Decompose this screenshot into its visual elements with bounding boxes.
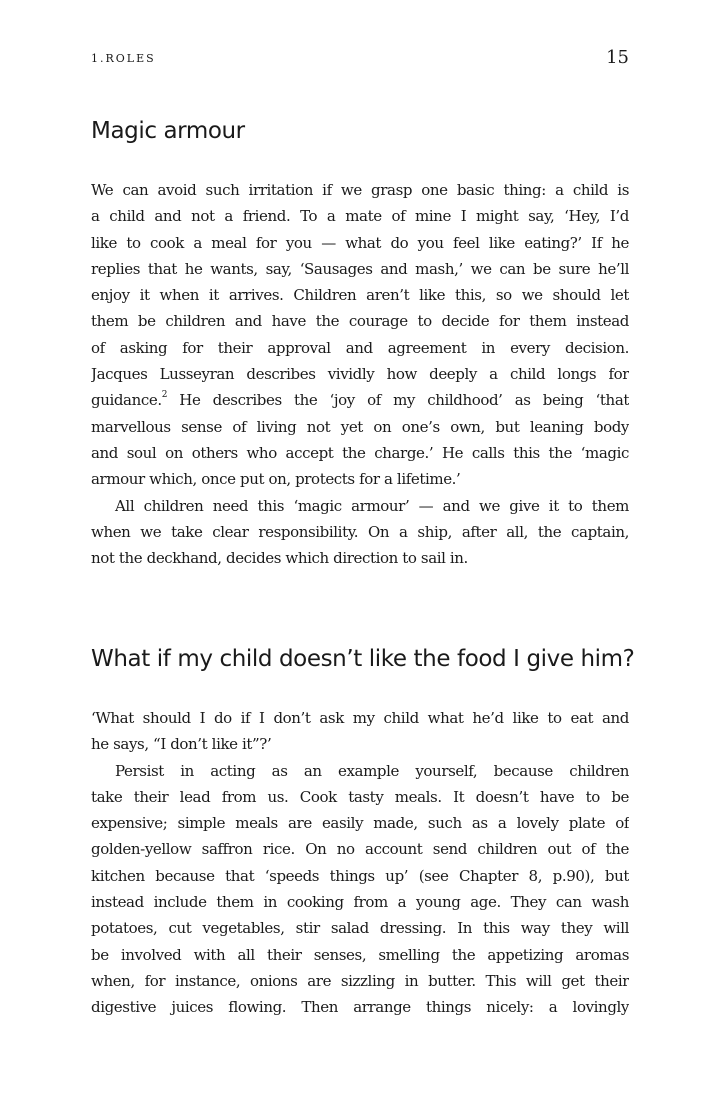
text-fragment: He describes the ‘joy of my childhood’ as being ‘that (167, 391, 629, 410)
text-line: a child and not a friend. To a mate of mine I might say, ‘Hey, I’d (91, 207, 629, 226)
text-fragment: guidance. (91, 391, 162, 410)
text-line: golden-yellow saffron rice. On no account send children out of the (91, 840, 629, 859)
text-line: and soul on others who accept the charge.’ He calls this the ‘magic (91, 443, 629, 462)
text-line: be involved with all their senses, smelling the appetizing aromas (91, 945, 629, 964)
text-line: of asking for their approval and agreement in every decision. (91, 338, 629, 357)
text-line: instead include them in cooking from a young age. They can wash (91, 893, 629, 912)
text-line: replies that he wants, say, ‘Sausages and mash,’ we can be sure he’ll (91, 259, 629, 278)
running-head: 1.ROLES (91, 52, 156, 65)
text-line: digestive juices flowing. Then arrange things nicely: a lovingly (91, 998, 629, 1017)
text-line: not the deckhand, decides which direction to sail in. (91, 549, 468, 568)
page-number: 15 (606, 47, 629, 68)
text-line: Jacques Lusseyran describes vividly how deeply a child longs for (91, 365, 629, 384)
text-line: marvellous sense of living not yet on one’s own, but leaning body (91, 417, 629, 436)
text-line: when we take clear responsibility. On a ship, after all, the captain, (91, 522, 629, 541)
body-text-magic-armour (91, 177, 629, 571)
text-line: when, for instance, onions are sizzling in butter. This will get their (91, 971, 629, 990)
text-line: them be children and have the courage to decide for them instead (91, 312, 629, 331)
text-line (91, 387, 629, 413)
text-line: armour which, once put on, protects for a lifetime.’ (91, 470, 461, 489)
text-line: take their lead from us. Cook tasty meals. It doesn’t have to be (91, 787, 629, 806)
text-line: kitchen because that ‘speeds things up’ (see Chapter 8, p.90), but (91, 866, 629, 885)
text-line: All children need this ‘magic armour’ — and we give it to them (115, 496, 629, 515)
text-line: Persist in acting as an example yourself, because children (115, 761, 629, 780)
text-line: potatoes, cut vegetables, stir salad dressing. In this way they will (91, 919, 629, 938)
text-line: We can avoid such irritation if we grasp one basic thing: a child is (91, 181, 629, 199)
text-line: ‘What should I do if I don’t ask my child what he’d like to eat and (91, 709, 629, 727)
text-line: expensive; simple meals are easily made, such as a lovely plate of (91, 814, 629, 833)
text-line: enjoy it when it arrives. Children aren’t like this, so we should let (91, 286, 629, 305)
text-line: like to cook a meal for you — what do you feel like eating?’ If he (91, 233, 629, 252)
section-heading-food: What if my child doesn’t like the food I give him? (91, 646, 635, 672)
body-text-food (91, 705, 629, 1021)
footnote-marker: 2 (161, 390, 168, 401)
section-heading-magic-armour: Magic armour (91, 118, 245, 144)
text-line: he says, “I don’t like it”?’ (91, 735, 272, 754)
